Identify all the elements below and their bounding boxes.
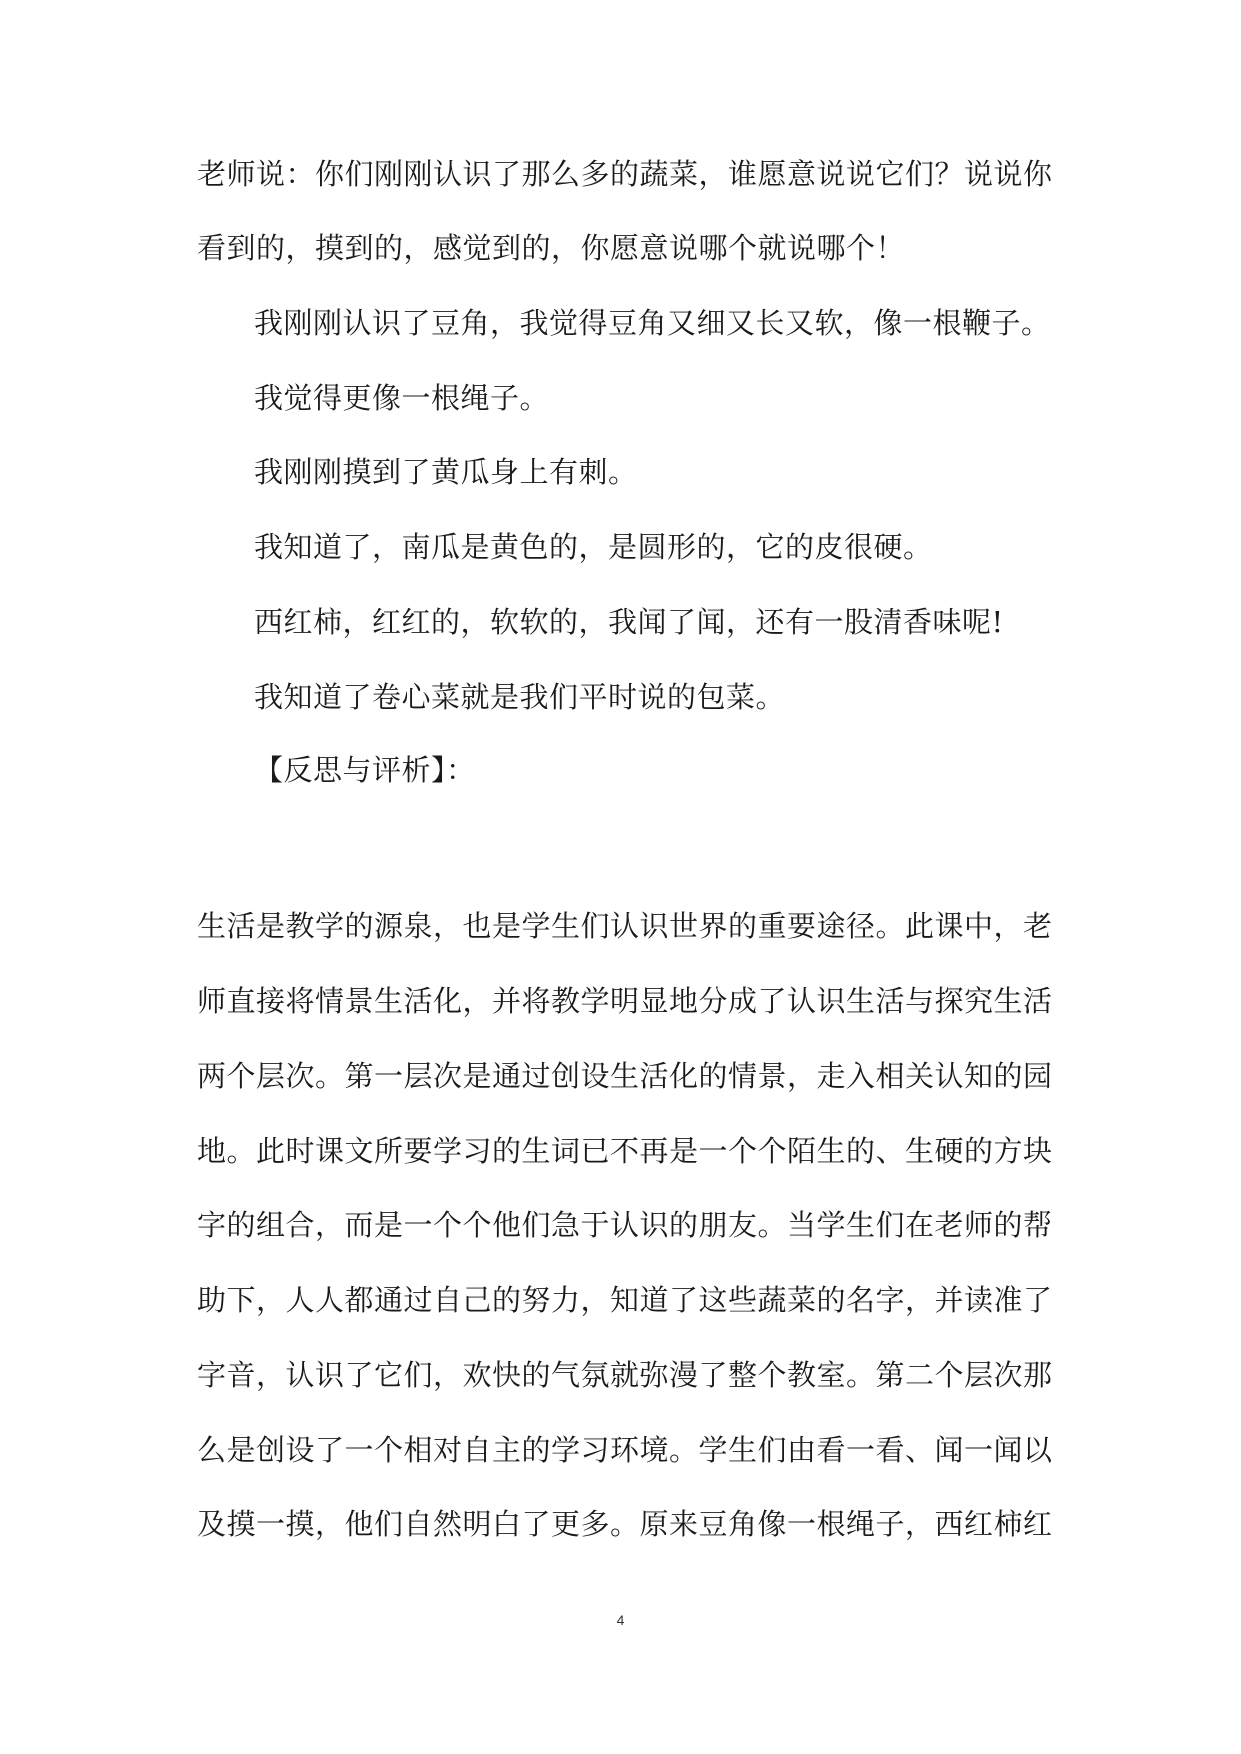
text-line: 两个层次。第一层次是通过创设生活化的情景，走入相关认知的园 xyxy=(197,1059,1053,1093)
text-line: 我知道了，南瓜是黄色的，是圆形的，它的皮很硬。 xyxy=(254,530,933,564)
text-line: 老师说：你们刚刚认识了那么多的蔬菜，谁愿意说说它们？说说你 xyxy=(197,157,1053,191)
text-line: 字的组合，而是一个个他们急于认识的朋友。当学生们在老师的帮 xyxy=(197,1208,1053,1242)
text-line: 生活是教学的源泉，也是学生们认识世界的重要途径。此课中，老 xyxy=(197,909,1053,943)
text-line: 看到的，摸到的，感觉到的，你愿意说哪个就说哪个！ xyxy=(197,231,906,265)
text-line: 地。此时课文所要学习的生词已不再是一个个陌生的、生硬的方块 xyxy=(197,1134,1053,1168)
text-line: 我知道了卷心菜就是我们平时说的包菜。 xyxy=(254,680,786,714)
text-line: 么是创设了一个相对自主的学习环境。学生们由看一看、闻一闻以 xyxy=(197,1433,1053,1467)
page-number: 4 xyxy=(616,1612,625,1628)
text-line: 西红柿，红红的，软软的，我闻了闻，还有一股清香味呢! xyxy=(254,605,1004,639)
text-line: 师直接将情景生活化，并将教学明显地分成了认识生活与探究生活 xyxy=(197,984,1053,1018)
text-line: 及摸一摸，他们自然明白了更多。原来豆角像一根绳子，西红柿红 xyxy=(197,1507,1053,1541)
text-line: 我刚刚认识了豆角，我觉得豆角又细又长又软，像一根鞭子。 xyxy=(254,306,1051,340)
section-heading: 【反思与评析】： xyxy=(254,753,476,787)
text-line: 我觉得更像一根绳子。 xyxy=(254,381,550,415)
text-line: 助下，人人都通过自己的努力，知道了这些蔬菜的名字，并读准了 xyxy=(197,1283,1053,1317)
text-line: 字音，认识了它们，欢快的气氛就弥漫了整个教室。第二个层次那 xyxy=(197,1358,1053,1392)
text-line: 我刚刚摸到了黄瓜身上有刺。 xyxy=(254,455,638,489)
